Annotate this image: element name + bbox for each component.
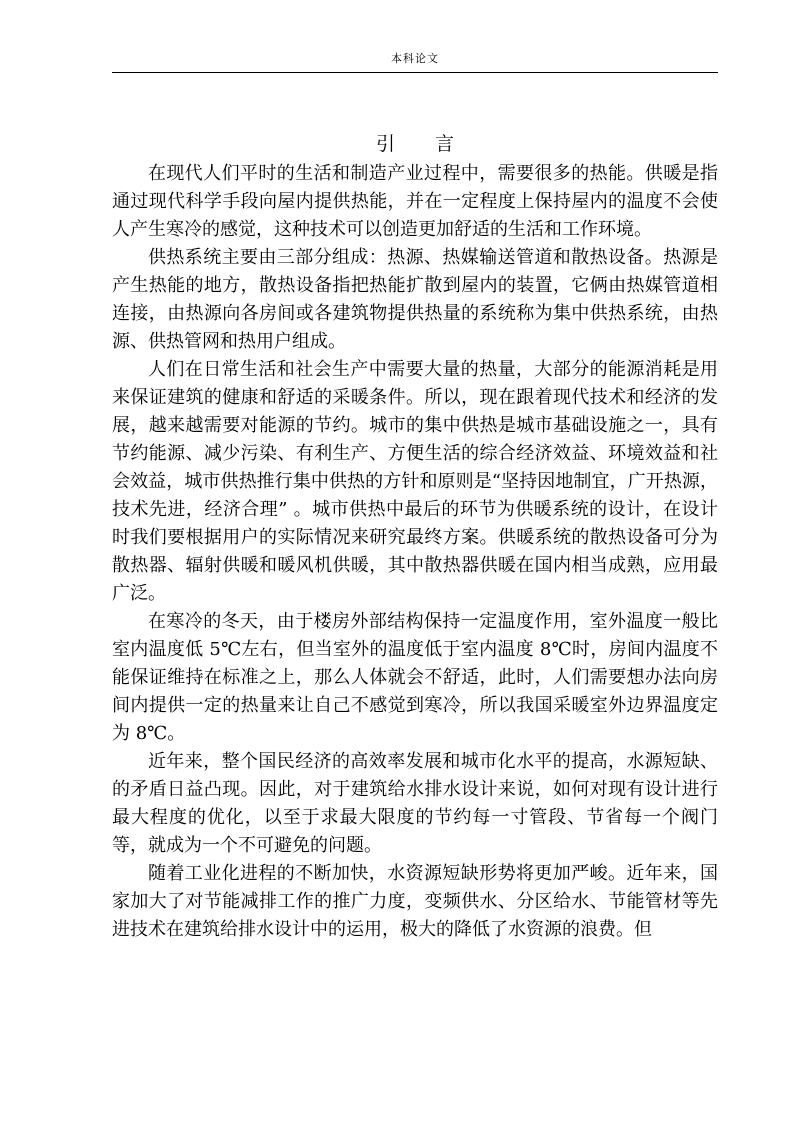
header-rule — [112, 72, 718, 73]
running-header: 本科论文 — [391, 52, 439, 65]
section-title: 引言 — [375, 133, 494, 155]
paragraph-5: 近年来，整个国民经济的高效率发展和城市化水平的提高，水源短缺、的矛盾日益凸现。因此，对于建筑给水排水设计来说，如何对现有设计进行最大程度的优化，以至于求最大限度的节约每一寸管段、节省每一个阀门等，就成为一个不可避免的问题。 — [112, 751, 718, 856]
paragraph-1: 在现代人们平时的生活和制造产业过程中，需要很多的热能。供暖是指通过现代科学手段向屋内提供热能，并在一定程度上保持屋内的温度不会使人产生寒冷的感觉，这种技术可以创造更加舒适的生活和工作环境。 — [112, 163, 718, 240]
paragraph-3: 人们在日常生活和社会生产中需要大量的热量，大部分的能源消耗是用来保证建筑的健康和舒适的采暖条件。所以，现在跟着现代技术和经济的发展，越来越需要对能源的节约。城市的集中供热是城市基础设施之一，具有节约能源、减少污染、有利生产、方便生活的综合经济效益、环境效益和社会效益，城市供热推行集中供热的方针和原则是“坚持因地制宜，广开热源，技术先进，经济合理” 。城市供热中最后的环节为供暖系统的设计，在设计时我们要根据用户的实际情况来研究最终方案。供暖系统的散热设备可分为散热器、辐射供暖和暖风机供暖，其中散热器供暖在国内相当成熟，应用最广泛。 — [112, 359, 718, 604]
paragraph-6: 随着工业化进程的不断加快，水资源短缺形势将更加严峻。近年来，国家加大了对节能减排工作的推广力度，变频供水、分区给水、节能管材等先进技术在建筑给排水设计中的运用，极大的降低了水资源的浪费。但 — [112, 863, 718, 940]
paragraph-4: 在寒冷的冬天，由于楼房外部结构保持一定温度作用，室外温度一般比室内温度低 5℃左右，但当室外的温度低于室内温度 8℃时，房间内温度不能保证维持在标准之上，那么人体就会不舒适，此时，人们需要想办法向房间内提供一定的热量来让自己不感觉到寒冷，所以我国采暖室外边界温度定为 8℃。 — [112, 611, 718, 744]
body-text — [112, 160, 718, 944]
paragraph-2: 供热系统主要由三部分组成：热源、热媒输送管道和散热设备。热源是产生热能的地方，散热设备指把热能扩散到屋内的装置，它俩由热媒管道相连接，由热源向各房间或各建筑物提供热量的系统称为集中供热系统，由热源、供热管网和热用户组成。 — [112, 247, 718, 352]
